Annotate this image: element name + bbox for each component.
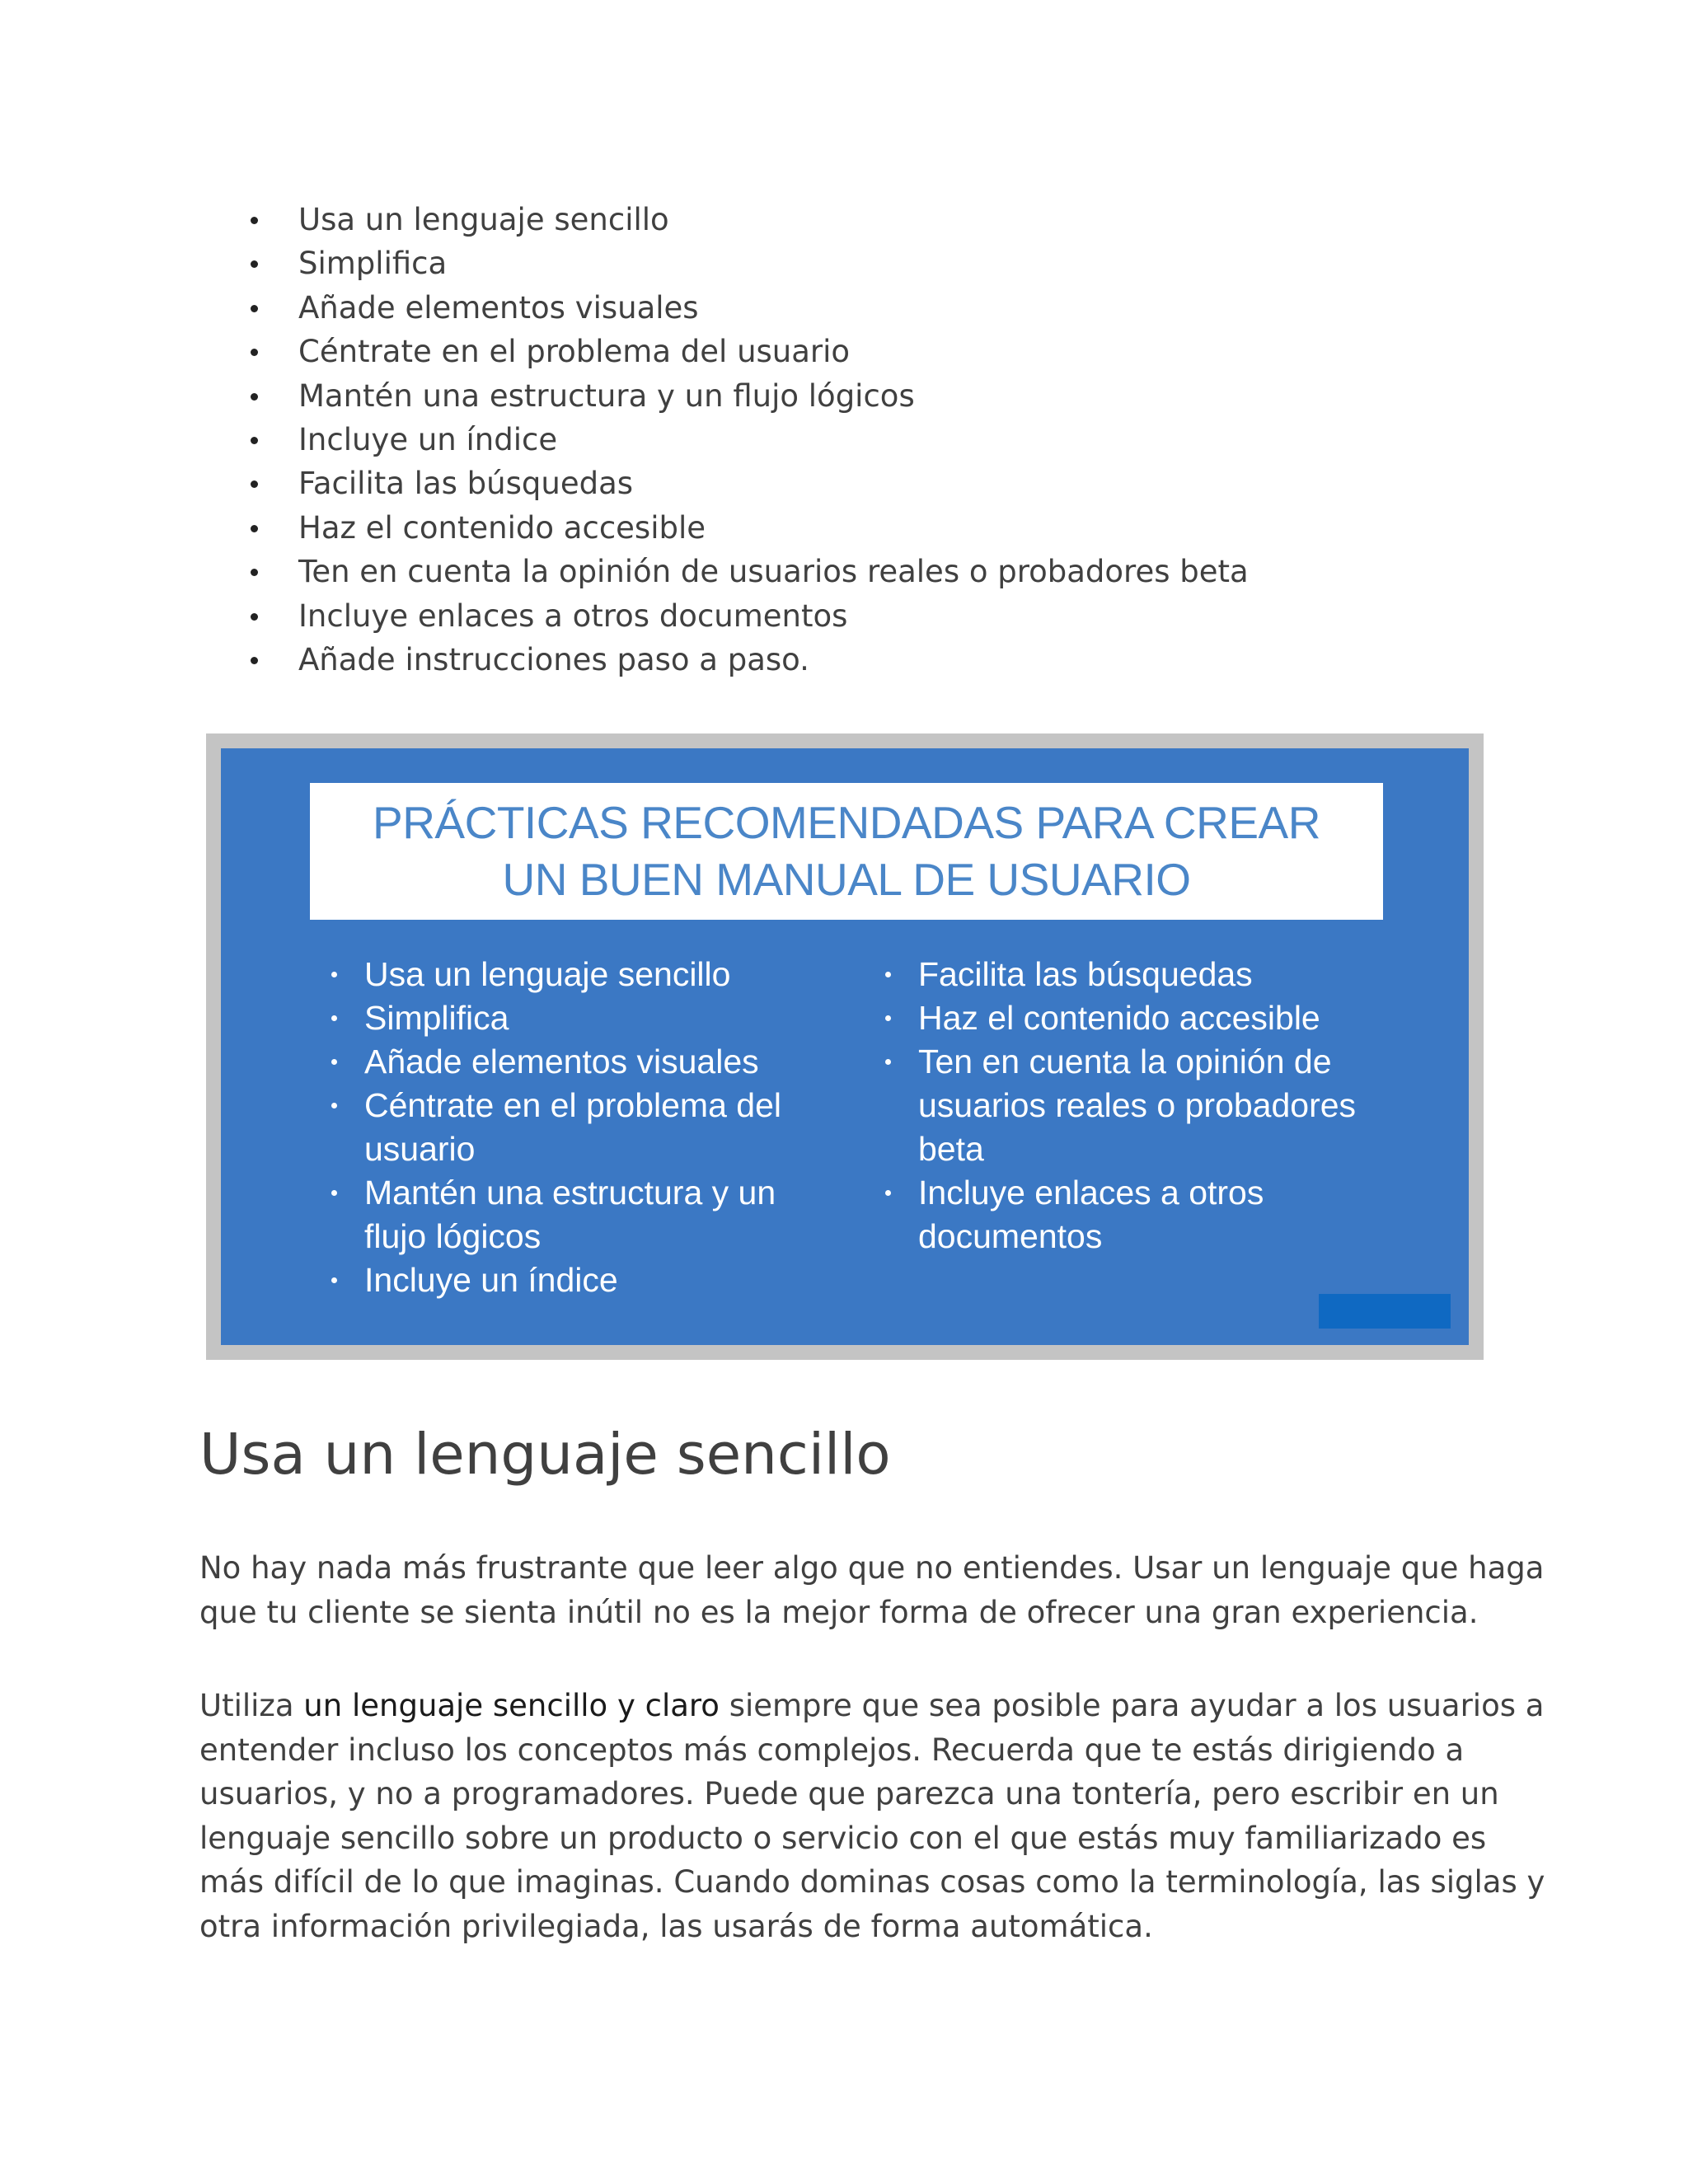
bullet-icon bbox=[251, 480, 258, 488]
paragraph-line: lenguaje sencillo sobre un producto o servicio con el que estás muy familiarizado es bbox=[199, 1820, 1487, 1856]
bullet-icon bbox=[331, 972, 337, 977]
plain-language-link[interactable]: un lenguaje sencillo y claro bbox=[303, 1688, 720, 1723]
bullet-icon bbox=[331, 1103, 337, 1108]
bullet-icon bbox=[331, 1190, 337, 1196]
figure-list-item bbox=[326, 1084, 821, 1171]
list-item bbox=[244, 462, 1249, 505]
figure-list-item bbox=[326, 953, 821, 996]
list-item-text: Añade instrucciones paso a paso. bbox=[298, 641, 809, 677]
list-item-text: Céntrate en el problema del usuario bbox=[298, 334, 851, 370]
list-item-text: Facilita las búsquedas bbox=[298, 466, 634, 502]
paragraph-2 bbox=[199, 1684, 1545, 1948]
figure-list-item-text: Añade elementos visuales bbox=[364, 1043, 759, 1080]
list-item-text: Usa un lenguaje sencillo bbox=[298, 202, 669, 237]
bullet-icon bbox=[251, 657, 258, 664]
bullet-icon bbox=[251, 393, 258, 401]
bullet-icon bbox=[331, 1277, 337, 1283]
figure-title-line-1: PRÁCTICAS RECOMENDADAS PARA CREAR bbox=[373, 797, 1320, 848]
list-item bbox=[244, 594, 1249, 638]
list-item bbox=[244, 418, 1249, 462]
list-item-text: Ten en cuenta la opinión de usuarios reales o probadores beta bbox=[298, 554, 1249, 590]
figure-list-item-text: Usa un lenguaje sencillo bbox=[364, 955, 731, 993]
bullet-icon bbox=[251, 217, 258, 224]
figure-list-item-text: Simplifica bbox=[364, 999, 509, 1037]
figure-list-item bbox=[326, 996, 821, 1040]
figure-title-box bbox=[310, 783, 1383, 920]
bullet-list bbox=[244, 198, 1249, 682]
bullet-icon bbox=[331, 1059, 337, 1065]
bullet-icon bbox=[251, 569, 258, 576]
figure-list-item-text: Céntrate en el problema del usuario bbox=[364, 1086, 781, 1168]
figure-list-item bbox=[326, 1258, 821, 1302]
bullet-icon bbox=[251, 525, 258, 532]
figure-list-item bbox=[326, 1040, 821, 1084]
list-item bbox=[244, 286, 1249, 330]
bullet-icon bbox=[251, 305, 258, 312]
figure-list-item-text: Mantén una estructura y un flujo lógicos bbox=[364, 1174, 776, 1255]
list-item bbox=[244, 198, 1249, 241]
paragraph-line: entender incluso los conceptos más complejos. Recuerda que te estás dirigiendo a bbox=[199, 1732, 1465, 1768]
section-heading: Usa un lenguaje sencillo bbox=[199, 1422, 891, 1488]
list-item bbox=[244, 506, 1249, 550]
list-item-text: Haz el contenido accesible bbox=[298, 509, 706, 546]
figure-title bbox=[373, 794, 1320, 908]
figure-list-item-text: Facilita las búsquedas bbox=[918, 955, 1253, 993]
figure-list-item-text: Haz el contenido accesible bbox=[918, 999, 1320, 1037]
paragraph-line bbox=[199, 1684, 1545, 1728]
bullet-icon bbox=[885, 1059, 891, 1065]
figure-list-item bbox=[326, 1171, 821, 1258]
figure-list-right bbox=[880, 953, 1391, 1258]
paragraph-line: más difícil de lo que imaginas. Cuando dominas cosas como la terminología, las siglas y bbox=[199, 1864, 1545, 1900]
best-practices-figure bbox=[206, 733, 1484, 1360]
paragraph-line: que tu cliente se sienta inútil no es la mejor forma de ofrecer una gran experiencia. bbox=[199, 1594, 1479, 1630]
figure-list-item bbox=[880, 953, 1391, 996]
bullet-icon bbox=[331, 1015, 337, 1021]
bullet-icon bbox=[251, 613, 258, 621]
paragraph-line: No hay nada más frustrante que leer algo que no entiendes. Usar un lenguaje que haga bbox=[199, 1550, 1545, 1586]
paragraph-text: Utiliza bbox=[199, 1688, 304, 1723]
figure-list-item-text: Incluye enlaces a otros documentos bbox=[918, 1174, 1264, 1255]
list-item bbox=[244, 550, 1249, 593]
figure-list-item bbox=[880, 1171, 1391, 1258]
bullet-icon bbox=[885, 1190, 891, 1196]
bullet-icon bbox=[885, 972, 891, 977]
paragraph-1 bbox=[199, 1546, 1545, 1634]
bullet-icon bbox=[251, 437, 258, 444]
list-item bbox=[244, 374, 1249, 418]
list-item bbox=[244, 241, 1249, 285]
list-item-text: Mantén una estructura y un flujo lógicos bbox=[298, 377, 915, 414]
paragraph-line: usuarios, y no a programadores. Puede que parezca una tontería, pero escribir en un bbox=[199, 1776, 1499, 1811]
list-item bbox=[244, 638, 1249, 682]
figure-badge bbox=[1319, 1294, 1451, 1329]
figure-list-item bbox=[880, 1040, 1391, 1171]
list-item-text: Añade elementos visuales bbox=[298, 289, 699, 326]
bullet-icon bbox=[251, 260, 258, 268]
figure-list-item bbox=[880, 996, 1391, 1040]
figure-list-item-text: Incluye un índice bbox=[364, 1261, 618, 1299]
bullet-icon bbox=[885, 1015, 891, 1021]
figure-panel bbox=[221, 748, 1469, 1345]
list-item-text: Simplifica bbox=[298, 246, 448, 282]
list-item-text: Incluye un índice bbox=[298, 421, 558, 457]
figure-title-line-2: UN BUEN MANUAL DE USUARIO bbox=[502, 854, 1191, 905]
paragraph-text: siempre que sea posible para ayudar a los usuarios a bbox=[719, 1688, 1545, 1723]
list-item-text: Incluye enlaces a otros documentos bbox=[298, 598, 848, 634]
figure-list-left bbox=[326, 953, 821, 1302]
bullet-icon bbox=[251, 349, 258, 356]
list-item bbox=[244, 330, 1249, 373]
figure-list-item-text: Ten en cuenta la opinión de usuarios reales o probadores beta bbox=[918, 1043, 1357, 1168]
paragraph-line: otra información privilegiada, las usarás de forma automática. bbox=[199, 1908, 1153, 1944]
